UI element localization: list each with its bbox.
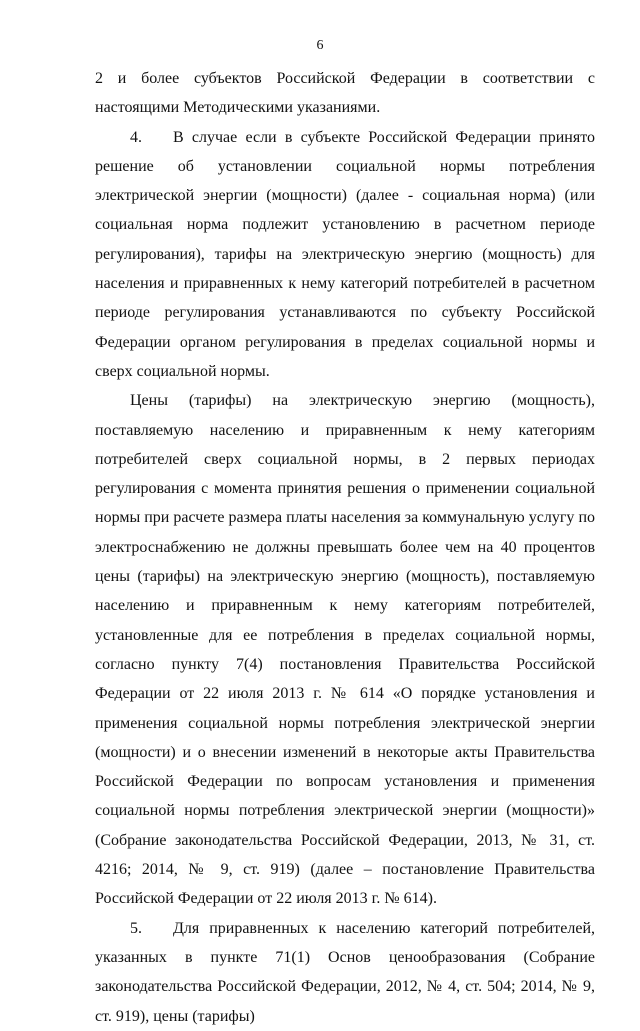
- paragraph-number: 5.: [130, 919, 142, 937]
- paragraph-text: 2 и более субъектов Российской Федерации в соответствии с настоящими Методическими указаниями.: [95, 70, 595, 117]
- paragraph-prices: [95, 386, 595, 913]
- paragraph-item-5: [95, 914, 595, 1031]
- paragraph-text: В случае если в субъекте Российской Федерации принято решение об установлении социальной нормы потребления электрической энергии (мощности) (далее - социальная норма) (или социальная норма подлежит установлению в расчетном периоде регулирования), тарифы на электрическую энергию (мощность) для населения и приравненных к нему категорий потребителей в расчетном периоде регулирования устанавливаются по субъекту Российской Федерации органом регулирования в пределах социальной нормы и сверх социальной нормы.: [95, 128, 595, 380]
- paragraph-continuation: [95, 64, 595, 123]
- document-body: [95, 64, 595, 1031]
- paragraph-text: Цены (тарифы) на электрическую энергию (мощность), поставляемую населению и приравненным к нему категориям потребителей сверх социальной нормы, в 2 первых периодах регулирования с момента принятия решения о применении социальной нормы при расчете размера платы населения за коммунальную услугу по электроснабжению не должны превышать более чем на 40 процентов цены (тарифы) на электрическую энергию (мощность), поставляемую населению и приравненным к нему категориям потребителей, установленные для ее потребления в пределах социальной нормы, согласно пункту 7(4) постановления Правительства Российской Федерации от 22 июля 2013 г. № 614 «О порядке установления и применения социальной нормы потребления электрической энергии (мощности) и о внесении изменений в некоторые акты Правительства Российской Федерации по вопросам установления и применения социальной нормы потребления электрической энергии (мощности)» (Собрание законодательства Российской Федерации, 2013, № 31, ст. 4216; 2014, № 9, ст. 919) (далее – постановление Правительства Российской Федерации от 22 июля 2013 г. № 614).: [95, 392, 595, 908]
- paragraph-number: 4.: [130, 128, 142, 146]
- paragraph-text: Для приравненных к населению категорий потребителей, указанных в пункте 71(1) Основ ценообразования (Собрание законодательства Российской Федерации, 2012, № 4, ст. 504; 2014, № 9, ст. 919), цены (тарифы): [95, 919, 595, 1025]
- page-number: 6: [316, 38, 324, 53]
- paragraph-item-4: [95, 123, 595, 387]
